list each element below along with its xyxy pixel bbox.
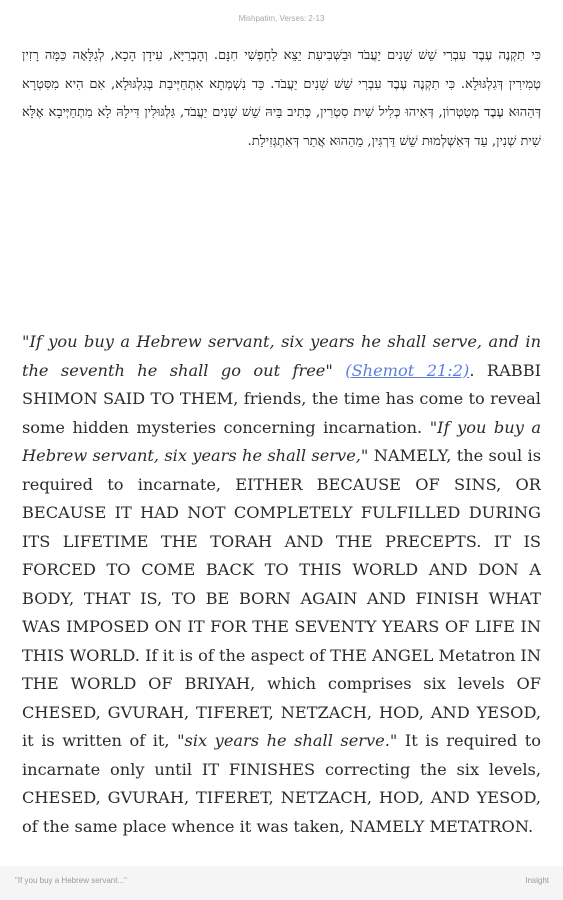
verse-quote: "If you buy a Hebrew servant, six years he shall serve, and in the seventh he shall go out free" [22, 332, 541, 380]
translation-text: It is required to incarnate only until IT FINISHES correcting the six levels, CHESED, GVURAH, TIFERET, NETZACH, HOD, AND YESOD, of the same place whence it was taken, NAMELY METATRON. [22, 731, 541, 836]
scripture-reference-link[interactable]: (Shemot 21:2) [345, 360, 470, 380]
section-link[interactable]: "If you buy a Hebrew servant..." [15, 876, 127, 885]
verse-quote: "six years he shall serve." [177, 731, 398, 750]
bottom-bar [0, 866, 563, 900]
verse-quote: "If you buy a Hebrew servant, six years he shall serve," [22, 417, 541, 465]
verse-title: Mishpatim, Verses: 2-13 [238, 14, 325, 23]
insight-button[interactable]: Insight [525, 876, 549, 885]
hebrew-text-block: כִּי תִקְנֶה עֶבֶד עִבְרִי שֵׁשׁ שָׁנִים יַעֲבֹד וּבַשְּׁבִיעִת יֵצֵא לַחָפְשִׁי חִנָּם. וְהָבְרַיָּא, עִידָן הָכָא, לְגַלָּאָה כַּמָּה רָזִין טְמִירִין דְּגִלְגּוּלָא. כִּי תִקְנֶה עֶבֶד עִבְרִי שֵׁשׁ שָׁנִים יַעֲבֹד. כַּד נִשְׁמְתָא אִתְחַיְּיבַת בְּגִלְגּוּלָא, אִם הִיא מִסִּטְרָא דְּהַהוּא עֶבֶד מְטַטְרוֹן, דְּאִיהוּ כְּלִיל שִׁית סִטְרִין, כְּתִיב בֵּיהּ שֵׁשׁ שָׁנִים יַעֲבֹד, גִּלְגּוּלִין דִּילָהּ לָא מִתְחַיְּיבָא אֶלָּא שִׁית שְׁנִין, עַד דְּאִשְׁלְמוּת שֵׁשׁ דַּרְגִּין, מֵהַהוּא אֲתַר דְּאִתְגְּזִילַת. [22, 48, 541, 149]
translation-text: NAMELY, the soul is required to incarnate, EITHER BECAUSE OF SINS, OR BECAUSE IT HAD NOT COMPLETELY FULFILLED DURING ITS LIFETIME THE TORAH AND THE PRECEPTS. IT IS FORCED TO COME BACK TO THIS WORLD AND DON A BODY, THAT IS, TO BE BORN AGAIN AND FINISH WHAT WAS IMPOSED ON IT FOR THE SEVENTY YEARS OF LIFE IN THIS WORLD. If it is of the aspect of THE ANGEL Metatron IN THE WORLD OF BRIYAH, which comprises six levels OF CHESED, GVURAH, TIFERET, NETZACH, HOD, AND YESOD, it is written of it, [22, 446, 541, 750]
english-translation-block [22, 328, 541, 858]
translation-text: . RABBI SHIMON SAID TO THEM, friends, the time has come to reveal some hidden mysteries concerning incarnation. [22, 360, 541, 437]
